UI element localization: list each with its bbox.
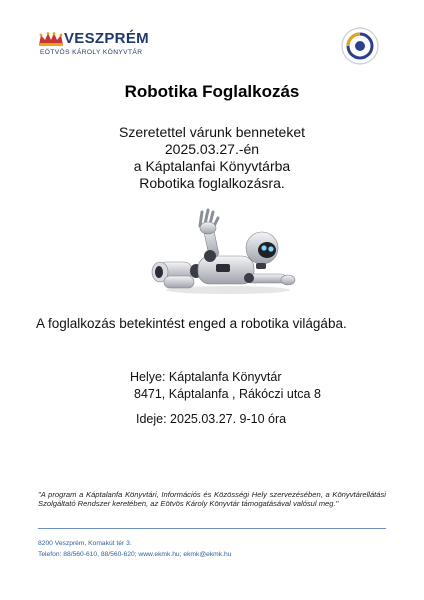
robot-illustration: [150, 206, 300, 296]
logo-subtitle: EÖTVÖS KÁROLY KÖNYVTÁR: [40, 49, 143, 56]
location-block: [130, 369, 321, 403]
circular-seal-icon: [340, 26, 380, 66]
footer: [38, 538, 231, 560]
footer-address: 8200 Veszprém, Komakút tér 3.: [38, 540, 132, 547]
library-logo: [38, 28, 168, 62]
location-name: Helye: Káptalanfa Könyvtár: [130, 370, 282, 384]
greeting-line: a Káptalanfai Könyvtárba: [133, 158, 291, 174]
greeting-line: Robotika foglalkozásra.: [139, 175, 285, 191]
greeting-block: [0, 124, 424, 192]
sponsor-note: "A program a Káptalanfa Könyvtári, Információs és Közösségi Hely szervezésében, a Könyvtárellátási Szolgáltató Rendszer keretében, az Eötvös Károly Könyvtár támogatásával valósul meg.": [38, 490, 386, 509]
greeting-line: Szeretettel várunk benneteket: [118, 124, 305, 140]
footer-contact: Telefon: 88/560-610, 88/560-620; www.ekmk.hu; ekmk@ekmk.hu: [38, 551, 232, 558]
crown-icon: [38, 32, 64, 46]
greeting-date: 2025.03.27.-én: [164, 141, 260, 157]
event-time: Ideje: 2025.03.27. 9-10 óra: [136, 412, 287, 426]
logo-brand: VESZPRÉM: [64, 30, 149, 47]
footer-divider: [38, 528, 386, 529]
page-title: Robotika Foglalkozás: [124, 82, 300, 101]
intro-text: A foglalkozás betekintést enged a robotika világába.: [36, 316, 347, 331]
location-address: 8471, Káptalanfa , Rákóczi utca 8: [134, 387, 321, 401]
